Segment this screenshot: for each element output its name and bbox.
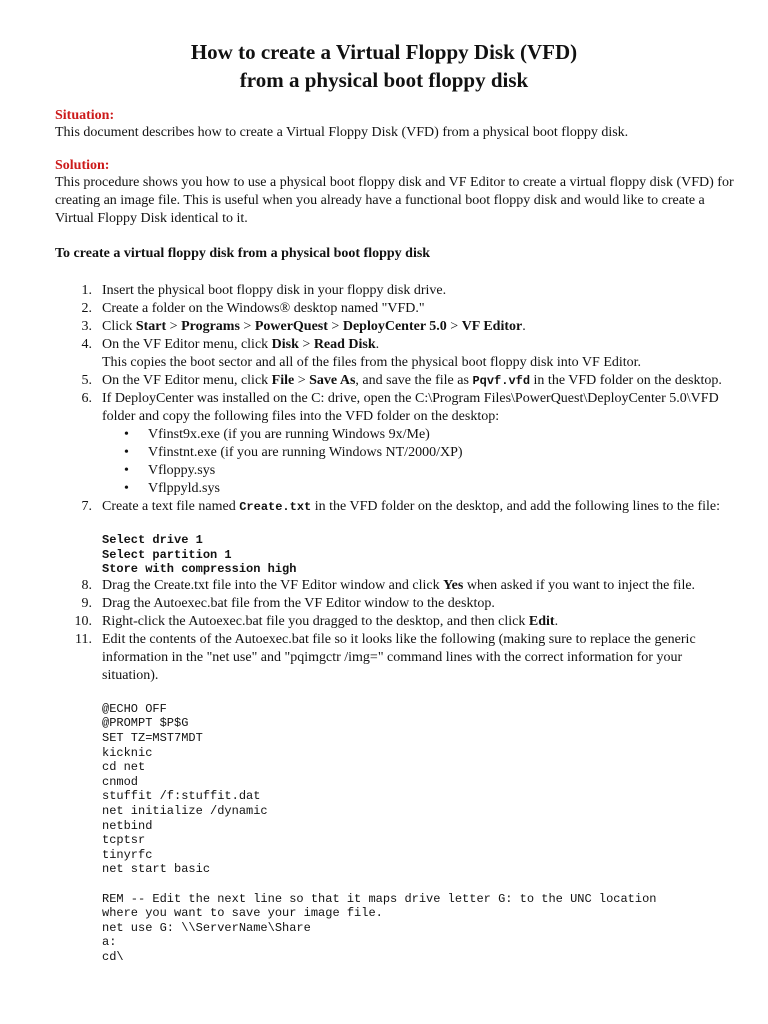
step-7 [55, 498, 735, 577]
separator: > [327, 319, 343, 334]
step-number: 4. [81, 337, 92, 352]
procedure-steps [55, 282, 735, 964]
list-item [102, 426, 735, 444]
step-text: Create a folder on the Windows® desktop named "VFD." [102, 301, 425, 316]
separator: > [166, 319, 182, 334]
bullet-icon: • [124, 481, 129, 496]
separator: > [239, 319, 255, 334]
step-number: 2. [81, 301, 92, 316]
step-text-end: . [375, 337, 380, 352]
menu-vf-editor: VF Editor [461, 319, 523, 334]
step-text: On the VF Editor menu, click [102, 373, 272, 388]
step-text: , and save the file as [355, 373, 473, 388]
list-item-text: Vfloppy.sys [148, 463, 216, 478]
step-5 [55, 372, 735, 390]
step-text-end: when asked if you want to inject the file. [463, 577, 696, 593]
step-text-end: in the VFD folder on the desktop, and add the following lines to the file: [311, 499, 721, 514]
bullet-icon: • [124, 427, 129, 442]
separator: > [446, 319, 462, 334]
bullet-icon: • [124, 463, 129, 478]
file-list [102, 426, 735, 498]
step-text: Create a text file named [102, 499, 240, 514]
step-number: 7. [81, 499, 92, 514]
step-note: This copies the boot sector and all of the files from the physical boot floppy disk into VF Editor. [102, 355, 642, 370]
menu-disk: Disk [271, 337, 299, 352]
solution-label: Solution: [55, 158, 110, 173]
step-1 [55, 282, 735, 300]
situation-section [55, 108, 735, 142]
step-11 [55, 631, 735, 965]
create-txt-code-block: Select drive 1 Select partition 1 Store with compression high [102, 533, 297, 577]
step-text: Drag the Autoexec.bat file from the VF Editor window to the desktop. [102, 595, 495, 611]
menu-read-disk: Read Disk [313, 337, 376, 352]
step-number: 10. [74, 613, 92, 629]
step-4 [55, 336, 735, 372]
step-text: On the VF Editor menu, click [102, 337, 272, 352]
step-text: Click [102, 319, 136, 334]
step-3 [55, 318, 735, 336]
step-number: 8. [81, 577, 92, 593]
list-item-text: Vflppyld.sys [148, 481, 220, 496]
list-item-text: Vfinst9x.exe (if you are running Windows 9x/Me) [148, 427, 430, 442]
step-10 [55, 613, 735, 631]
list-item [102, 444, 735, 462]
step-text-end: . [554, 613, 559, 629]
step-text: Edit the contents of the Autoexec.bat file so it looks like the following (making sure to replace the generic information in the "net use" and "pqimgctr /img=" command lines with the correct information for your situation). [102, 631, 696, 683]
step-2 [55, 300, 735, 318]
step-number: 9. [81, 595, 92, 611]
autoexec-code-block: @ECHO OFF @PROMPT $P$G SET TZ=MST7MDT kicknic cd net cnmod stuffit /f:stuffit.dat net initialize /dynamic netbind tcptsr tinyrfc net start basic REM -- Edit the next line so that it maps drive letter G: to the UNC location where you want to save your image file. net use G: \\ServerName\Share a: cd\ [102, 701, 657, 964]
step-9 [55, 595, 735, 613]
filename-code: Create.txt [239, 500, 312, 514]
procedure-heading: To create a virtual floppy disk from a physical boot floppy disk [55, 246, 431, 261]
step-number: 5. [81, 373, 92, 388]
menu-deploycenter: DeployCenter 5.0 [342, 319, 447, 334]
solution-section [55, 158, 735, 228]
step-number: 11. [75, 631, 92, 647]
step-number: 3. [81, 319, 92, 334]
list-item-text: Vfinstnt.exe (if you are running Windows NT/2000/XP) [148, 445, 463, 460]
solution-text: This procedure shows you how to use a physical boot floppy disk and VF Editor to create a virtual floppy disk (VFD) for creating an image file. This is useful when you already have a functional boot floppy disk and would like to create a Virtual Floppy Disk identical to it. [55, 175, 734, 226]
yes-label: Yes [443, 577, 464, 593]
document-title [0, 38, 768, 94]
title-line-2: from a physical boot floppy disk [239, 68, 529, 92]
list-item [102, 462, 735, 480]
step-number: 6. [81, 391, 92, 406]
step-6 [55, 390, 735, 498]
separator: > [298, 337, 314, 352]
step-number: 1. [81, 283, 92, 298]
menu-start: Start [135, 319, 167, 334]
step-text: If DeployCenter was installed on the C: drive, open the C:\Program Files\PowerQuest\DeployCenter 5.0\VFD folder and copy the following files into the VFD folder on the desktop: [102, 391, 719, 424]
step-text: Insert the physical boot floppy disk in your floppy disk drive. [102, 283, 447, 298]
bullet-icon: • [124, 445, 129, 460]
list-item [102, 480, 735, 498]
menu-programs: Programs [181, 319, 240, 334]
title-line-1: How to create a Virtual Floppy Disk (VFD) [190, 40, 578, 64]
situation-label: Situation: [55, 108, 115, 123]
menu-powerquest: PowerQuest [254, 319, 328, 334]
menu-file: File [271, 373, 295, 388]
situation-text: This document describes how to create a Virtual Floppy Disk (VFD) from a physical boot floppy disk. [55, 125, 629, 140]
step-8 [55, 577, 735, 595]
menu-save-as: Save As [309, 373, 356, 388]
step-text: Drag the Create.txt file into the VF Editor window and click [102, 577, 444, 593]
step-text-end: . [522, 319, 526, 334]
step-text-end: in the VFD folder on the desktop. [530, 373, 722, 388]
edit-label: Edit [528, 613, 555, 629]
step-text: Right-click the Autoexec.bat file you dragged to the desktop, and then click [102, 613, 529, 629]
separator: > [294, 373, 310, 388]
filename-code: Pqvf.vfd [472, 374, 531, 388]
